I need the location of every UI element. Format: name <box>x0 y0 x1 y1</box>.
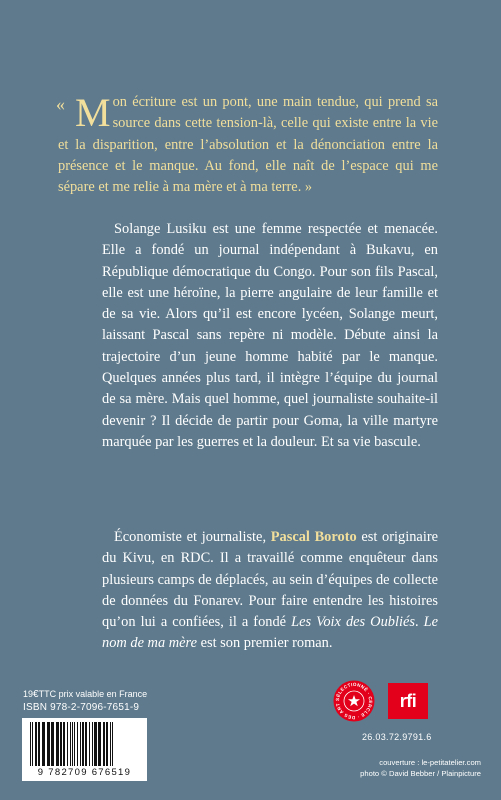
bio-end: est son premier roman. <box>196 635 333 652</box>
catalog-code: 26.03.72.9791.6 <box>362 732 432 742</box>
drop-cap: M <box>75 90 111 135</box>
cover-credit: couverture : le-petitatelier.com <box>379 758 481 767</box>
quote-open-mark: « <box>56 94 65 114</box>
seal-text: SÉLECTIONNÉ · CERCLE · DES ART <box>334 681 374 721</box>
organization-name: Les Voix des Oubliés <box>291 614 415 631</box>
bio-intro: Économiste et journaliste, <box>114 529 271 545</box>
rfi-logo: rfi <box>388 683 428 719</box>
photo-credit: photo © David Bebber / Plainpicture <box>360 769 481 778</box>
price-label <box>23 689 147 700</box>
bio-separator: . <box>414 614 424 631</box>
price-text: TTC prix valable en France <box>38 689 148 699</box>
author-name: Pascal Boroto <box>270 529 357 545</box>
price-currency: € <box>33 689 39 700</box>
credits <box>316 757 481 779</box>
book-summary <box>102 219 438 453</box>
isbn-label: ISBN 978-2-7096-7651-9 <box>23 702 140 713</box>
barcode <box>22 718 147 781</box>
price-amount: 19 <box>23 689 34 699</box>
author-bio <box>102 527 438 655</box>
barcode-bars <box>30 722 139 766</box>
quote-text: on écriture est un pont, une main tendue, qui prend sa source dans cette tension-là, celle qui existe entre la vie et la disparition, entre l’absolution et la dénonciation entre la présence et le manque. Au fond, elle naît de l’espace qui me sépare et me relie à ma mère et à ma terre. » <box>58 94 438 196</box>
pull-quote <box>58 92 438 198</box>
award-seal-icon <box>333 680 375 722</box>
barcode-digits: 9 782709 676519 <box>37 767 132 778</box>
bio-paragraph <box>102 527 438 655</box>
book-title: Le nom de ma mère <box>102 614 438 652</box>
bio-middle: est originaire du Kivu, en RDC. Il a travaillé comme enquêteur dans plusieurs camps de déplacés, au sein d’équipes de collecte de données du Fonarev. Pour faire entendre les histoires qu’on lui a confiées, il a fondé <box>102 529 439 631</box>
summary-paragraph: Solange Lusiku est une femme respectée et menacée. Elle a fondé un journal indépendant à Bukavu, en République démocratique du Congo. Pour son fils Pascal, elle est une héroïne, la pierre angulaire de leur famille et de sa vie. Alors qu’il est encore lycéen, Solange meurt, laissant Pascal sans repère ni modèle. Débute ainsi la trajectoire d’un jeune homme habité par le manque. Quelques années plus tard, il intègre l’équipe du journal de sa mère. Mais quel homme, quel journaliste souhaite-il devenir ? Il décide de partir pour Goma, la ville martyre marquée par les guerres et la douleur. Et sa vie bascule. <box>102 221 438 450</box>
